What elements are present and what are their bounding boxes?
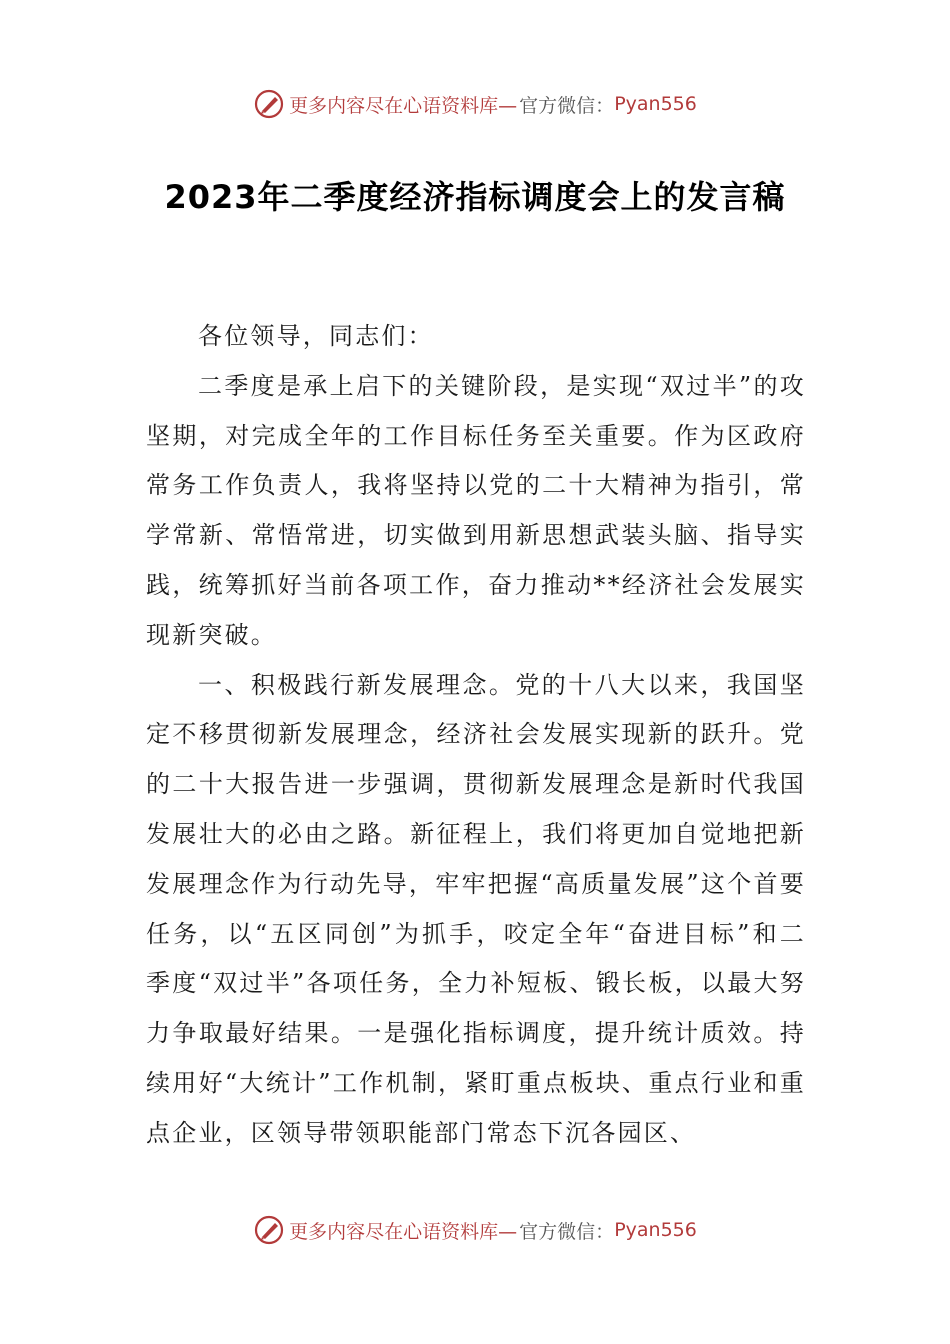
watermark-text: 更多内容尽在心语资料库— [289, 1220, 518, 1243]
header-watermark [0, 84, 950, 124]
greeting: 各位领导，同志们： [198, 322, 434, 350]
document-title: 2023年二季度经济指标调度会上的发言稿 [164, 178, 786, 216]
watermark-text: 更多内容尽在心语资料库— [289, 94, 518, 117]
watermark-wechat-id: Pyan556 [614, 93, 697, 115]
watermark-wechat-id: Pyan556 [614, 1219, 697, 1241]
paragraph-1: 二季度是承上启下的关键阶段，是实现“双过半”的攻坚期，对完成全年的工作目标任务至关重要。作为区政府常务工作负责人，我将坚持以党的二十大精神为指引，常学常新、常悟常进，切实做到用新思想武装头脑、指导实践，统筹抓好当前各项工作，奋力推动**经济社会发展实现新突破。 [146, 371, 806, 649]
watermark-wechat-label: 官方微信： [519, 1220, 615, 1243]
pen-logo-icon [253, 1214, 285, 1246]
footer-watermark [0, 1210, 950, 1250]
paragraph-2: 一、积极践行新发展理念。党的十八大以来，我国坚定不移贯彻新发展理念，经济社会发展实现新的跃升。党的二十大报告进一步强调，贯彻新发展理念是新时代我国发展壮大的必由之路。新征程上，我们将更加自觉地把新发展理念作为行动先导，牢牢把握“高质量发展”这个首要任务，以“五区同创”为抓手，咬定全年“奋进目标”和二季度“双过半”各项任务，全力补短板、锻长板，以最大努力争取最好结果。一是强化指标调度，提升统计质效。持续用好“大统计”工作机制，紧盯重点板块、重点行业和重点企业，区领导带领职能部门常态下沉各园区、 [146, 670, 806, 1147]
pen-logo-icon [253, 88, 285, 120]
watermark-wechat-label: 官方微信： [519, 94, 615, 117]
document-body [146, 312, 806, 1159]
